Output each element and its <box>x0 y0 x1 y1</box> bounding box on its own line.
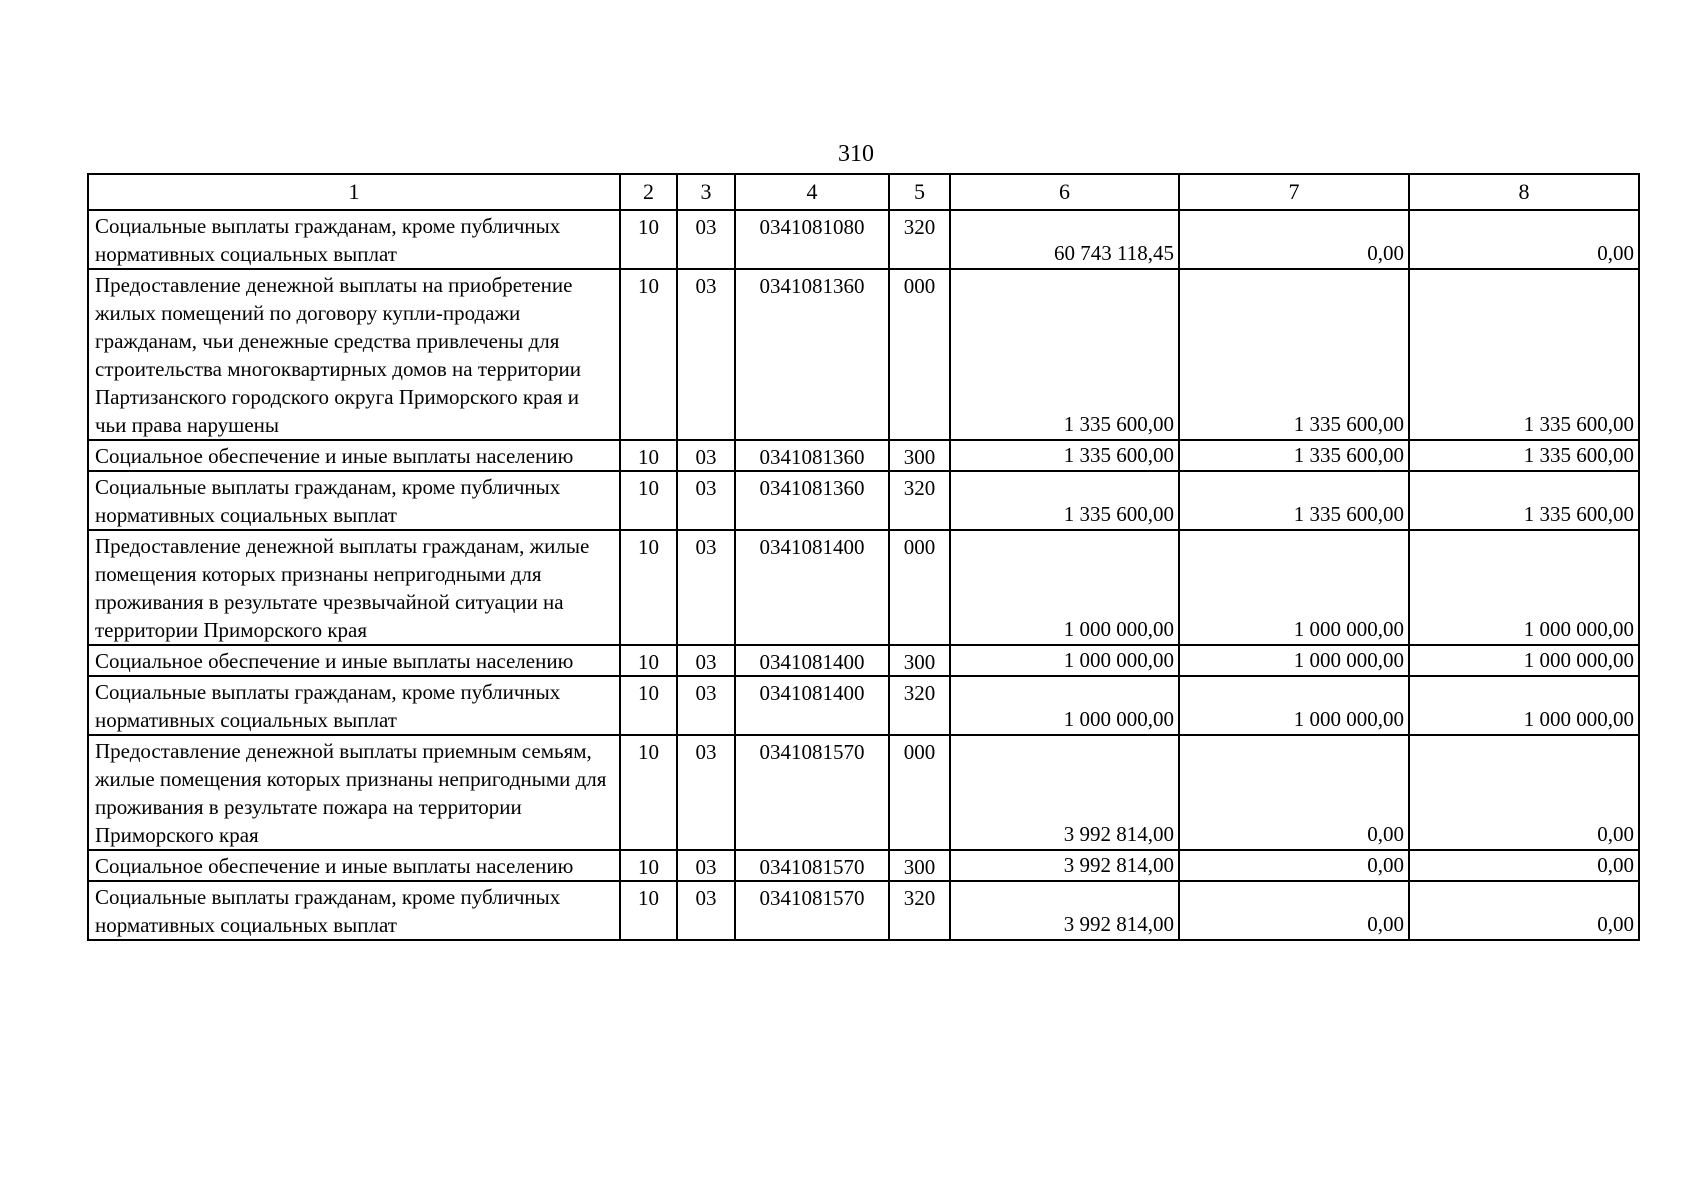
item-name-cell: Предоставление денежной выплаты гражданам, жилые помещения которых признаны непригодными для проживания в результате чрезвычайной ситуации на территории Приморского края <box>88 530 620 645</box>
target-article-cell: 0341081570 <box>735 735 889 850</box>
expense-type-cell: 000 <box>889 735 950 850</box>
table-row <box>88 881 1639 940</box>
header-cell: 7 <box>1179 174 1409 210</box>
expense-type-cell: 320 <box>889 210 950 269</box>
subsection-cell: 03 <box>677 881 735 940</box>
section-cell: 10 <box>620 850 677 881</box>
expense-type-cell: 000 <box>889 269 950 440</box>
section-cell: 10 <box>620 676 677 735</box>
item-name-cell: Социальное обеспечение и иные выплаты населению <box>88 440 620 471</box>
amount-cell-7: 1 000 000,00 <box>1179 530 1409 645</box>
table-row <box>88 440 1639 471</box>
amount-cell-6: 1 000 000,00 <box>950 645 1179 676</box>
item-name-cell: Социальные выплаты гражданам, кроме публичных нормативных социальных выплат <box>88 676 620 735</box>
amount-cell-6: 1 335 600,00 <box>950 440 1179 471</box>
section-cell: 10 <box>620 440 677 471</box>
header-cell: 1 <box>88 174 620 210</box>
table-row <box>88 210 1639 269</box>
target-article-cell: 0341081570 <box>735 850 889 881</box>
amount-cell-8: 1 000 000,00 <box>1409 676 1639 735</box>
amount-cell-8: 0,00 <box>1409 850 1639 881</box>
amount-cell-6: 3 992 814,00 <box>950 881 1179 940</box>
target-article-cell: 0341081360 <box>735 269 889 440</box>
subsection-cell: 03 <box>677 471 735 530</box>
item-name-cell: Предоставление денежной выплаты на приобретение жилых помещений по договору купли-продажи гражданам, чьи денежные средства привлечены для строительства многоквартирных домов на территории Партизанского городского округа Приморского края и чьи права нарушены <box>88 269 620 440</box>
subsection-cell: 03 <box>677 645 735 676</box>
budget-table <box>87 173 1640 941</box>
header-cell: 5 <box>889 174 950 210</box>
subsection-cell: 03 <box>677 735 735 850</box>
section-cell: 10 <box>620 269 677 440</box>
target-article-cell: 0341081400 <box>735 676 889 735</box>
amount-cell-6: 60 743 118,45 <box>950 210 1179 269</box>
amount-cell-7: 0,00 <box>1179 850 1409 881</box>
table-row <box>88 676 1639 735</box>
table-row <box>88 850 1639 881</box>
table-row <box>88 645 1639 676</box>
section-cell: 10 <box>620 210 677 269</box>
expense-type-cell: 300 <box>889 645 950 676</box>
header-cell: 6 <box>950 174 1179 210</box>
amount-cell-8: 1 335 600,00 <box>1409 269 1639 440</box>
table-row <box>88 471 1639 530</box>
subsection-cell: 03 <box>677 530 735 645</box>
subsection-cell: 03 <box>677 676 735 735</box>
table-row <box>88 530 1639 645</box>
amount-cell-8: 0,00 <box>1409 735 1639 850</box>
amount-cell-7: 1 000 000,00 <box>1179 645 1409 676</box>
expense-type-cell: 320 <box>889 881 950 940</box>
section-cell: 10 <box>620 530 677 645</box>
subsection-cell: 03 <box>677 269 735 440</box>
item-name-cell: Социальное обеспечение и иные выплаты населению <box>88 850 620 881</box>
header-cell: 2 <box>620 174 677 210</box>
amount-cell-6: 1 335 600,00 <box>950 471 1179 530</box>
subsection-cell: 03 <box>677 440 735 471</box>
amount-cell-7: 1 335 600,00 <box>1179 269 1409 440</box>
section-cell: 10 <box>620 735 677 850</box>
subsection-cell: 03 <box>677 850 735 881</box>
section-cell: 10 <box>620 645 677 676</box>
header-row <box>88 174 1639 210</box>
item-name-cell: Социальные выплаты гражданам, кроме публичных нормативных социальных выплат <box>88 881 620 940</box>
expense-type-cell: 000 <box>889 530 950 645</box>
table-row <box>88 735 1639 850</box>
item-name-cell: Социальные выплаты гражданам, кроме публичных нормативных социальных выплат <box>88 210 620 269</box>
amount-cell-7: 1 000 000,00 <box>1179 676 1409 735</box>
amount-cell-8: 1 335 600,00 <box>1409 440 1639 471</box>
expense-type-cell: 300 <box>889 850 950 881</box>
subsection-cell: 03 <box>677 210 735 269</box>
target-article-cell: 0341081400 <box>735 530 889 645</box>
item-name-cell: Предоставление денежной выплаты приемным семьям, жилые помещения которых признаны непригодными для проживания в результате пожара на территории Приморского края <box>88 735 620 850</box>
amount-cell-8: 0,00 <box>1409 210 1639 269</box>
expense-type-cell: 300 <box>889 440 950 471</box>
header-cell: 4 <box>735 174 889 210</box>
amount-cell-6: 1 000 000,00 <box>950 676 1179 735</box>
table-row <box>88 269 1639 440</box>
target-article-cell: 0341081360 <box>735 440 889 471</box>
amount-cell-7: 0,00 <box>1179 881 1409 940</box>
item-name-cell: Социальное обеспечение и иные выплаты населению <box>88 645 620 676</box>
header-cell: 8 <box>1409 174 1639 210</box>
amount-cell-7: 1 335 600,00 <box>1179 471 1409 530</box>
amount-cell-6: 3 992 814,00 <box>950 850 1179 881</box>
amount-cell-7: 1 335 600,00 <box>1179 440 1409 471</box>
page-number: 310 <box>838 141 874 167</box>
amount-cell-6: 1 335 600,00 <box>950 269 1179 440</box>
target-article-cell: 0341081080 <box>735 210 889 269</box>
amount-cell-8: 0,00 <box>1409 881 1639 940</box>
target-article-cell: 0341081400 <box>735 645 889 676</box>
amount-cell-8: 1 000 000,00 <box>1409 645 1639 676</box>
section-cell: 10 <box>620 471 677 530</box>
amount-cell-8: 1 000 000,00 <box>1409 530 1639 645</box>
amount-cell-6: 3 992 814,00 <box>950 735 1179 850</box>
expense-type-cell: 320 <box>889 676 950 735</box>
amount-cell-7: 0,00 <box>1179 735 1409 850</box>
expense-type-cell: 320 <box>889 471 950 530</box>
amount-cell-7: 0,00 <box>1179 210 1409 269</box>
amount-cell-6: 1 000 000,00 <box>950 530 1179 645</box>
target-article-cell: 0341081570 <box>735 881 889 940</box>
target-article-cell: 0341081360 <box>735 471 889 530</box>
amount-cell-8: 1 335 600,00 <box>1409 471 1639 530</box>
header-cell: 3 <box>677 174 735 210</box>
item-name-cell: Социальные выплаты гражданам, кроме публичных нормативных социальных выплат <box>88 471 620 530</box>
section-cell: 10 <box>620 881 677 940</box>
